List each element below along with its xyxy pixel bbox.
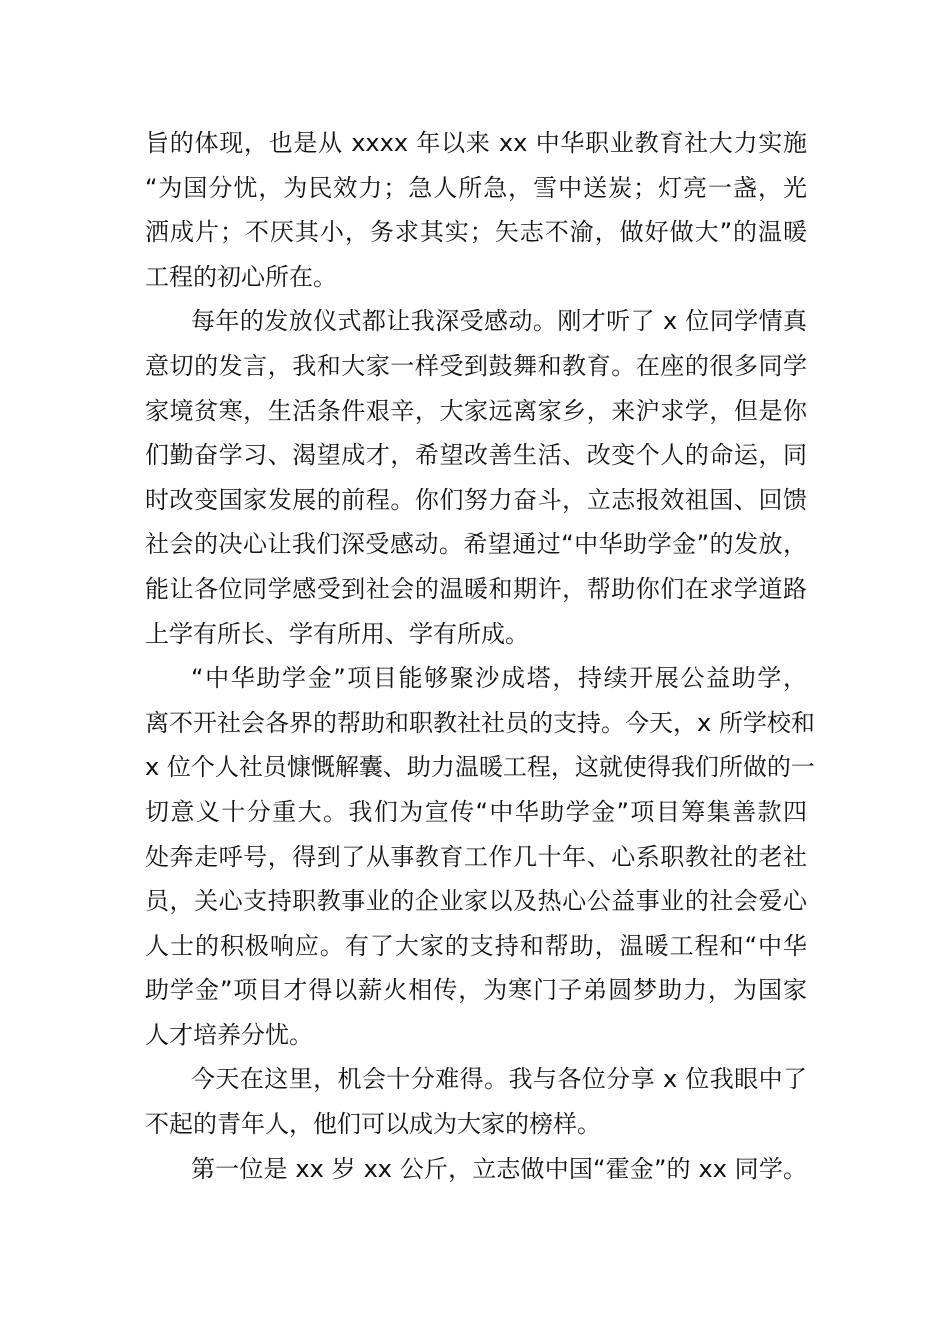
text-line: 人士的积极响应。有了大家的支持和帮助，温暖工程和“中华 <box>145 931 807 960</box>
text-line: 助学金”项目才得以薪火相传，为寒门子弟圆梦助力，为国家 <box>145 976 807 1005</box>
text-line: 员，关心支持职教事业的企业家以及热心公益事业的社会爱心 <box>145 887 807 916</box>
text-line: 第一位是 xx 岁 xx 公斤，立志做中国“霍金”的 xx 同学。 <box>191 1154 807 1183</box>
text-line: 工程的初心所在。 <box>145 262 337 291</box>
text-line: 意切的发言，我和大家一样受到鼓舞和教育。在座的很多同学 <box>145 351 807 380</box>
text-line: 切意义十分重大。我们为宣传“中华助学金”项目筹集善款四 <box>145 797 807 826</box>
text-line: 处奔走呼号，得到了从事教育工作几十年、心系职教社的老社 <box>145 842 807 871</box>
text-line: 社会的决心让我们深受感动。希望通过“中华助学金”的发放， <box>145 530 807 559</box>
text-line: 洒成片；不厌其小，务求其实；矢志不渝，做好做大”的温暖 <box>145 218 807 247</box>
text-line: 上学有所长、学有所用、学有所成。 <box>145 619 529 648</box>
text-line: 们勤奋学习、渴望成才，希望改善生活、改变个人的命运，同 <box>145 441 807 470</box>
text-line: x 位个人社员慷慨解囊、助力温暖工程，这就使得我们所做的一 <box>145 753 815 782</box>
text-line: 时改变国家发展的前程。你们努力奋斗，立志报效祖国、回馈 <box>145 485 807 514</box>
text-line: 家境贫寒，生活条件艰辛，大家远离家乡，来沪求学，但是你 <box>145 396 807 425</box>
text-line: 今天在这里，机会十分难得。我与各位分享 x 位我眼中了 <box>191 1065 807 1094</box>
document-page <box>145 121 815 1191</box>
text-line: “中华助学金”项目能够聚沙成塔，持续开展公益助学， <box>191 664 807 693</box>
text-line: 每年的发放仪式都让我深受感动。刚才听了 x 位同学情真 <box>191 307 807 336</box>
text-line: 能让各位同学感受到社会的温暖和期许，帮助你们在求学道路 <box>145 574 807 603</box>
text-line: 旨的体现，也是从 xxxx 年以来 xx 中华职业教育社大力实施 <box>145 129 807 157</box>
text-line: 不起的青年人，他们可以成为大家的榜样。 <box>145 1110 601 1139</box>
text-line: “为国分忧，为民效力；急人所急，雪中送炭；灯亮一盏，光 <box>145 173 807 202</box>
text-line: 人才培养分忧。 <box>145 1020 313 1049</box>
text-line: 离不开社会各界的帮助和职教社社员的支持。今天，x 所学校和 <box>145 708 815 737</box>
